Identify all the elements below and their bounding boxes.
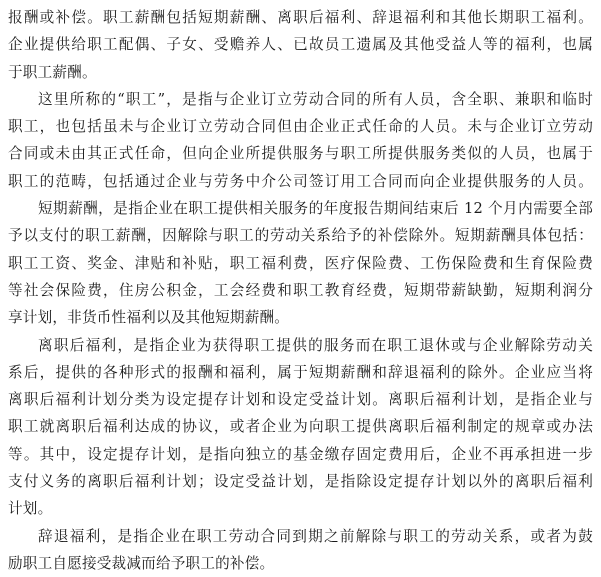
- text-line: 等。其中，设定提存计划，是指向独立的基金缴存固定费用后，企业不再承担进一步: [8, 445, 593, 463]
- text-line: 短期薪酬，是指企业在职工提供相关服务的年度报告期间结束后 12 个月内需要全部: [38, 200, 593, 218]
- text-line: 离职后福利计划分类为设定提存计划和设定受益计划。离职后福利计划，是指企业与: [8, 391, 593, 409]
- text-line: 报酬或补偿。职工薪酬包括短期薪酬、离职后福利、辞退福利和其他长期职工福利。: [8, 9, 593, 26]
- text-line: 职工工资、奖金、津贴和补贴，职工福利费，医疗保险费、工伤保险费和生育保险费: [8, 254, 593, 272]
- text-line: 予以支付的职工薪酬，因解除与职工的劳动关系给予的补偿除外。短期薪酬具体包括：: [8, 227, 593, 245]
- text-line: 享计划，非货币性福利以及其他短期薪酬。: [8, 309, 290, 327]
- text-line: 励职工自愿接受裁减而给予职工的补偿。: [8, 554, 275, 572]
- text-line: 企业提供给职工配偶、子女、受赡养人、已故员工遗属及其他受益人等的福利，也属: [8, 36, 593, 54]
- text-line: 系后，提供的各种形式的报酬和福利，属于短期薪酬和辞退福利的除外。企业应当将: [8, 363, 593, 381]
- text-line: 这里所称的“职工”，是指与企业订立劳动合同的所有人员，含全职、兼职和临时: [38, 90, 593, 108]
- text-line: 等社会保险费，住房公积金，工会经费和职工教育经费，短期带薪缺勤，短期利润分: [8, 281, 593, 299]
- text-line: 职工，也包括虽未与企业订立劳动合同但由企业正式任命的人员。未与企业订立劳动: [8, 118, 593, 136]
- text-line: 于职工薪酬。: [8, 63, 97, 81]
- text-line: 合同或未由其正式任命，但向企业所提供服务与职工所提供服务类似的人员，也属于: [8, 145, 593, 163]
- text-line: 支付义务的离职后福利计划；设定受益计划，是指除设定提存计划以外的离职后福利: [8, 473, 593, 491]
- text-line: 计划。: [8, 500, 53, 518]
- text-line: 离职后福利，是指企业为获得职工提供的服务而在职工退休或与企业解除劳动关: [38, 336, 593, 354]
- text-line: 职工的范畴，包括通过企业与劳务中介公司签订用工合同而向企业提供服务的人员。: [8, 172, 593, 190]
- text-line: 辞退福利，是指企业在职工劳动合同到期之前解除与职工的劳动关系，或者为鼓: [38, 527, 593, 545]
- text-line: 职工就离职后福利达成的协议，或者企业为向职工提供离职后福利制定的规章或办法: [8, 418, 593, 436]
